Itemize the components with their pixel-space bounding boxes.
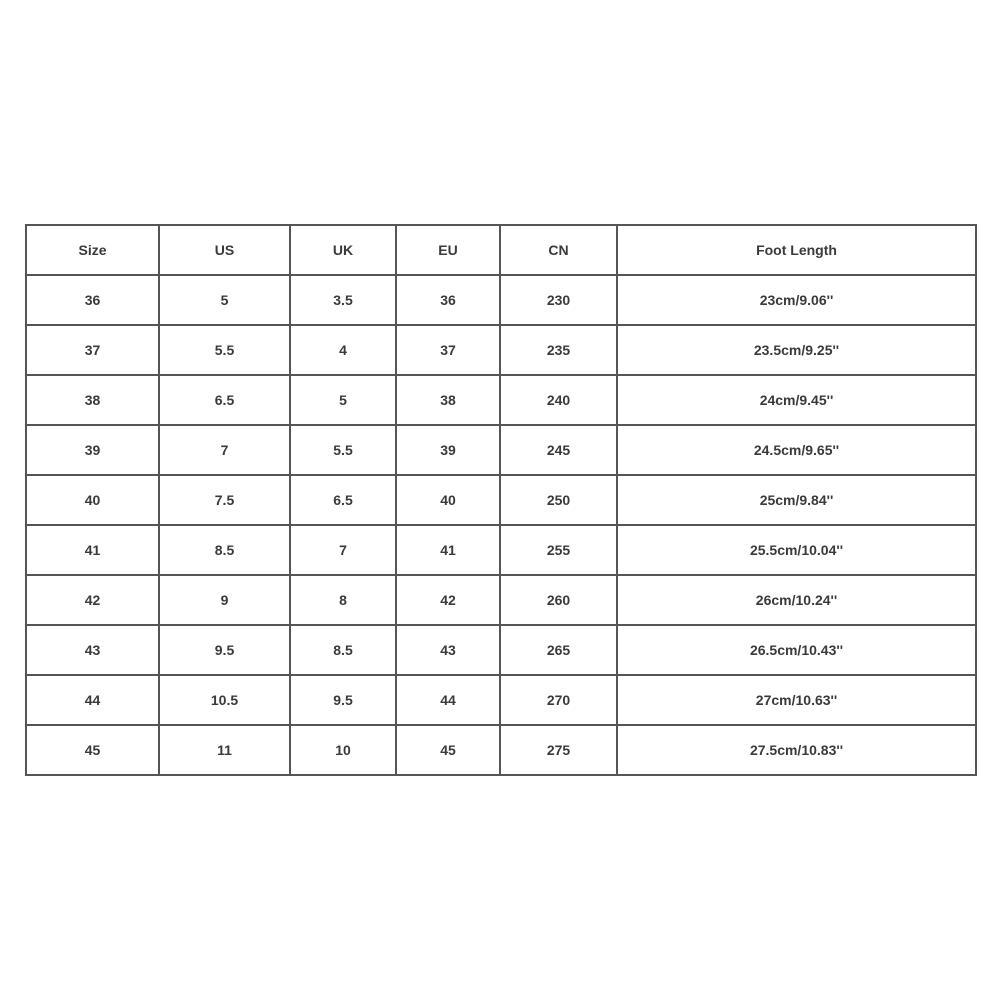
cell-us: 7.5 <box>159 475 290 525</box>
cell-us: 11 <box>159 725 290 775</box>
cell-foot-length: 23cm/9.06'' <box>617 275 976 325</box>
cell-cn: 260 <box>500 575 617 625</box>
cell-eu: 41 <box>396 525 500 575</box>
header-size: Size <box>26 225 159 275</box>
cell-uk: 6.5 <box>290 475 396 525</box>
table-row <box>26 375 976 425</box>
table-row <box>26 425 976 475</box>
cell-size: 40 <box>26 475 159 525</box>
cell-size: 43 <box>26 625 159 675</box>
cell-foot-length: 25.5cm/10.04'' <box>617 525 976 575</box>
cell-cn: 265 <box>500 625 617 675</box>
cell-uk: 5.5 <box>290 425 396 475</box>
table-row <box>26 625 976 675</box>
cell-eu: 40 <box>396 475 500 525</box>
table-row <box>26 275 976 325</box>
cell-uk: 5 <box>290 375 396 425</box>
table-row <box>26 525 976 575</box>
cell-cn: 275 <box>500 725 617 775</box>
cell-uk: 10 <box>290 725 396 775</box>
cell-uk: 7 <box>290 525 396 575</box>
cell-uk: 9.5 <box>290 675 396 725</box>
cell-cn: 255 <box>500 525 617 575</box>
cell-uk: 3.5 <box>290 275 396 325</box>
cell-foot-length: 23.5cm/9.25'' <box>617 325 976 375</box>
cell-uk: 8 <box>290 575 396 625</box>
cell-us: 9.5 <box>159 625 290 675</box>
table-row <box>26 575 976 625</box>
cell-foot-length: 26cm/10.24'' <box>617 575 976 625</box>
cell-foot-length: 27cm/10.63'' <box>617 675 976 725</box>
header-uk: UK <box>290 225 396 275</box>
cell-foot-length: 27.5cm/10.83'' <box>617 725 976 775</box>
cell-us: 10.5 <box>159 675 290 725</box>
header-cn: CN <box>500 225 617 275</box>
cell-cn: 245 <box>500 425 617 475</box>
cell-cn: 270 <box>500 675 617 725</box>
cell-us: 8.5 <box>159 525 290 575</box>
cell-us: 9 <box>159 575 290 625</box>
table-row <box>26 325 976 375</box>
cell-eu: 37 <box>396 325 500 375</box>
cell-us: 5.5 <box>159 325 290 375</box>
cell-us: 6.5 <box>159 375 290 425</box>
table-header-row <box>26 225 976 275</box>
table-row <box>26 675 976 725</box>
cell-cn: 235 <box>500 325 617 375</box>
cell-uk: 4 <box>290 325 396 375</box>
size-chart-table <box>25 224 977 776</box>
cell-eu: 39 <box>396 425 500 475</box>
cell-us: 5 <box>159 275 290 325</box>
header-us: US <box>159 225 290 275</box>
table-row <box>26 725 976 775</box>
cell-foot-length: 24.5cm/9.65'' <box>617 425 976 475</box>
table-row <box>26 475 976 525</box>
cell-size: 38 <box>26 375 159 425</box>
cell-eu: 44 <box>396 675 500 725</box>
cell-foot-length: 26.5cm/10.43'' <box>617 625 976 675</box>
cell-eu: 43 <box>396 625 500 675</box>
cell-us: 7 <box>159 425 290 475</box>
cell-eu: 42 <box>396 575 500 625</box>
cell-size: 45 <box>26 725 159 775</box>
header-eu: EU <box>396 225 500 275</box>
cell-eu: 36 <box>396 275 500 325</box>
cell-size: 44 <box>26 675 159 725</box>
cell-cn: 230 <box>500 275 617 325</box>
cell-size: 41 <box>26 525 159 575</box>
cell-eu: 38 <box>396 375 500 425</box>
cell-cn: 250 <box>500 475 617 525</box>
cell-eu: 45 <box>396 725 500 775</box>
cell-cn: 240 <box>500 375 617 425</box>
cell-foot-length: 25cm/9.84'' <box>617 475 976 525</box>
cell-size: 42 <box>26 575 159 625</box>
cell-uk: 8.5 <box>290 625 396 675</box>
cell-foot-length: 24cm/9.45'' <box>617 375 976 425</box>
cell-size: 39 <box>26 425 159 475</box>
cell-size: 37 <box>26 325 159 375</box>
header-foot-length: Foot Length <box>617 225 976 275</box>
cell-size: 36 <box>26 275 159 325</box>
